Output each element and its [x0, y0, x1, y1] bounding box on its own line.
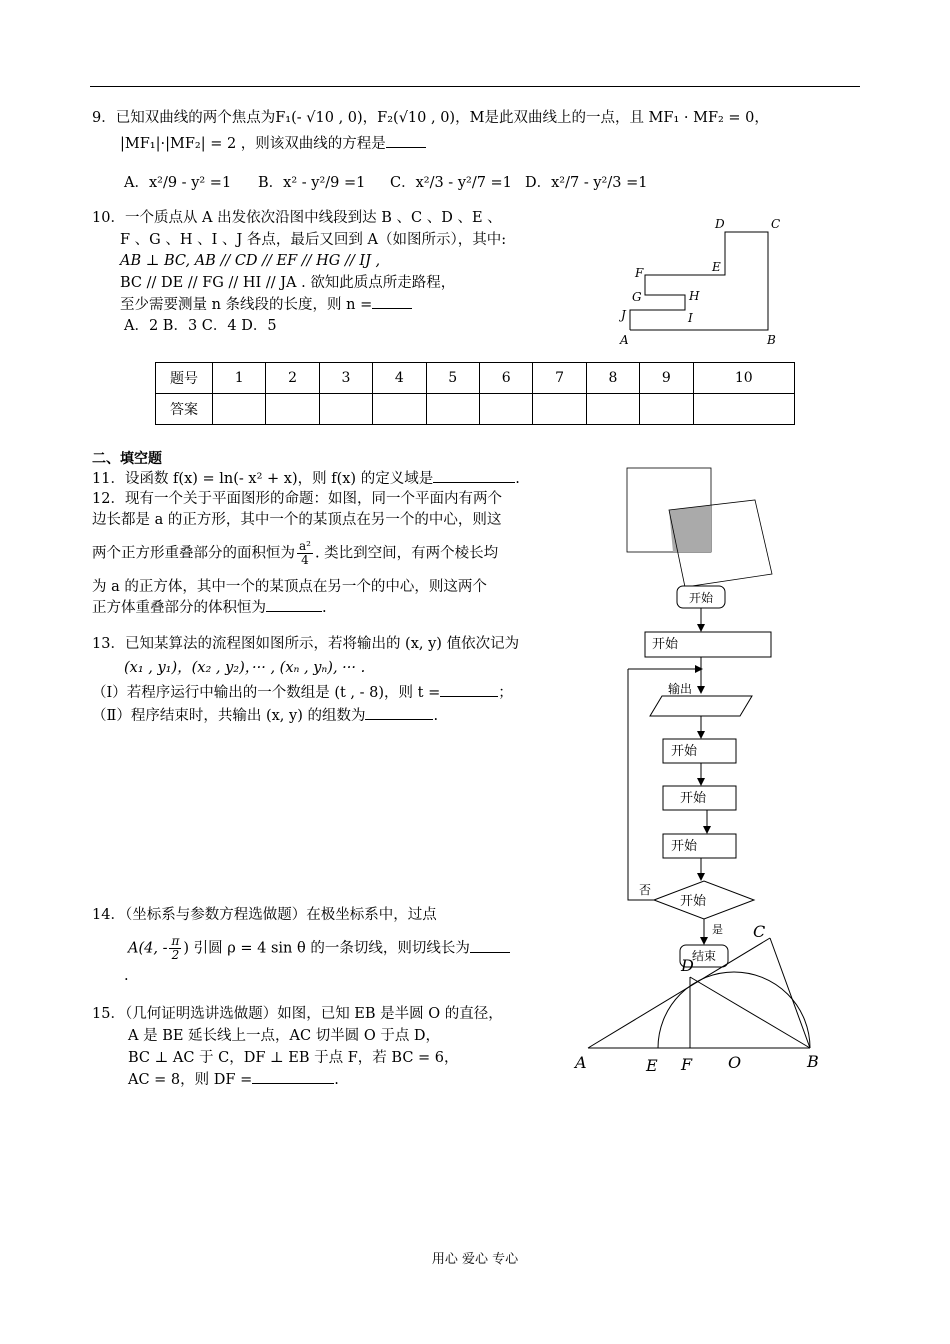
answer-table-number: 8 [586, 363, 639, 394]
flow-box1-label: 开始 [652, 637, 679, 652]
answer-table-number: 4 [373, 363, 426, 394]
q10-label-d: D [715, 217, 725, 231]
q12-line3-text-a: 两个正方形重叠部分的面积恒为 [92, 545, 295, 562]
q10-label-b: B [767, 333, 776, 347]
answer-cell[interactable] [426, 394, 479, 425]
q14-line2-text-a: A(4, - [128, 940, 168, 957]
q11-text: 11．设函数 f(x) = ln(- x² + x)，则 f(x) 的定义域是 [92, 471, 434, 487]
q9-answer-blank[interactable] [386, 147, 426, 148]
q12-frac-num: a² [299, 539, 311, 553]
q14-frac-num: π [171, 934, 180, 948]
q15-label-c: C [753, 922, 766, 941]
answer-cell[interactable] [373, 394, 426, 425]
q10-label-g: G [632, 290, 642, 304]
answer-table-number: 2 [266, 363, 319, 394]
q10-label-j: J [621, 308, 626, 322]
q12-answer-blank[interactable] [266, 611, 322, 612]
q12-line4: 为 a 的正方体，其中一个的某顶点在另一个的中心，则这两个 [92, 579, 487, 595]
answer-table-head-answer: 答案 [156, 394, 213, 425]
q15-line2: A 是 BE 延长线上一点，AC 切半圆 O 于点 D， [128, 1028, 441, 1044]
q10-line2: F 、G 、H 、I 、J 各点，最后又回到 A（如图所示），其中: [120, 232, 507, 248]
q15-line3: BC ⊥ AC 于 C，DF ⊥ EB 于点 F，若 BC = 6， [128, 1050, 459, 1066]
q13-line2: (x₁ , y₁)，(x₂ , y₂)，··· , (xₙ , yₙ), ··· . [124, 660, 366, 676]
q13-line4-text: （Ⅱ）程序结束时，共输出 (x, y) 的组数为 [92, 708, 366, 724]
q13-answer1-blank[interactable] [440, 696, 498, 697]
q14-fraction [169, 935, 181, 962]
answer-table [155, 362, 795, 425]
top-rule [90, 86, 860, 87]
q15-label-o: O [728, 1053, 742, 1072]
q10-path-figure [615, 215, 815, 350]
answer-cell[interactable] [266, 394, 319, 425]
q15-line4: AC = 8，则 DF = . [128, 1072, 339, 1088]
q12-frac-den: 4 [301, 553, 309, 567]
q10-label-e: E [712, 260, 721, 274]
flow-box4-label: 开始 [671, 839, 698, 854]
flowchart [620, 585, 800, 975]
q15-label-a: A [575, 1053, 587, 1072]
q11-line: 11．设函数 f(x) = ln(- x² + x)，则 f(x) 的定义域是 . [92, 471, 520, 487]
q15-label-b: B [807, 1052, 819, 1071]
q10-label-c: C [771, 217, 781, 231]
flow-output-shape [650, 696, 752, 716]
q9-line2 [120, 134, 426, 154]
section-heading-fill-in: 二、填空题 [92, 451, 162, 467]
flow-no-label: 否 [639, 883, 652, 897]
q12-line3 [92, 540, 498, 567]
answer-cell[interactable] [319, 394, 372, 425]
flow-decision-label: 开始 [680, 894, 707, 909]
q13-line3-text: （Ⅰ）若程序运行中输出的一个数组是 (t , - 8)，则 t = [92, 685, 441, 701]
answer-table-head-number: 题号 [156, 363, 213, 394]
flow-box3-label: 开始 [680, 791, 707, 806]
q10-answer-blank[interactable] [372, 308, 412, 309]
q10-line5 [120, 295, 412, 315]
q14-frac-den: 2 [171, 948, 180, 962]
q14-line1: 14．（坐标系与参数方程选做题）在极坐标系中，过点 [92, 907, 437, 923]
q14-line2 [128, 935, 510, 962]
q12-fraction [297, 540, 313, 567]
flow-start-label: 开始 [688, 591, 714, 605]
q10-line4: BC // DE // FG // HI // JA . 欲知此质点所走路程， [120, 275, 456, 291]
page-footer: 用心 爱心 专心 [431, 1252, 519, 1267]
answer-table-answer-row [156, 394, 795, 425]
q14-line3: . [124, 968, 129, 984]
q15-label-f: F [681, 1055, 693, 1074]
q13-line4: （Ⅱ）程序结束时，共输出 (x, y) 的组数为 . [92, 708, 439, 724]
q9-option-c: C．x²/3 - y²/7 =1 [390, 175, 512, 191]
flow-box2-label: 开始 [671, 744, 698, 759]
q10-line1: 10．一个质点从 A 出发依次沿图中线段到达 B 、C 、D 、E 、 [92, 210, 502, 226]
flow-yes-label: 是 [712, 923, 723, 936]
answer-cell[interactable] [640, 394, 693, 425]
answer-table-number-row [156, 363, 795, 394]
q10-label-h: H [689, 289, 700, 303]
q9-option-a: A．x²/9 - y² =1 [124, 175, 232, 191]
flow-output-text: 输出 [668, 682, 693, 696]
answer-cell[interactable] [533, 394, 586, 425]
answer-table-number: 6 [479, 363, 532, 394]
q10-label-a: A [620, 333, 629, 347]
answer-table-number: 1 [213, 363, 266, 394]
q13-line3: （Ⅰ）若程序运行中输出的一个数组是 (t , - 8)，则 t = ； [92, 685, 513, 701]
q12-line5-text: 正方体重叠部分的体积恒为 [92, 600, 266, 616]
answer-table-number: 5 [426, 363, 479, 394]
q15-label-e: E [646, 1056, 658, 1075]
flow-end-label: 结束 [691, 949, 717, 963]
q15-line1: 15．（几何证明选讲选做题）如图，已知 EB 是半圆 O 的直径， [92, 1006, 503, 1022]
q14-answer-blank[interactable] [470, 952, 510, 953]
q12-line5: 正方体重叠部分的体积恒为 . [92, 600, 327, 616]
answer-table-number: 7 [533, 363, 586, 394]
q12-line2: 边长都是 a 的正方形，其中一个的某顶点在另一个的中心，则这 [92, 512, 502, 528]
answer-cell[interactable] [213, 394, 266, 425]
q14-line2-text-b: ) 引圆 ρ = 4 sin θ 的一条切线，则切线长为 [183, 940, 470, 957]
answer-cell[interactable] [479, 394, 532, 425]
q15-semicircle-figure [570, 920, 830, 1080]
answer-table-number: 3 [319, 363, 372, 394]
answer-table-number: 9 [640, 363, 693, 394]
q13-line1: 13．已知某算法的流程图如图所示，若将输出的 (x, y) 值依次记为 [92, 636, 520, 652]
q10-label-i: I [688, 311, 693, 325]
q11-answer-blank[interactable] [433, 482, 515, 483]
answer-cell[interactable] [693, 394, 794, 425]
q9-line1: 9．已知双曲线的两个焦点为F₁(- √10 , 0)，F₂(√10 , 0)，M是此双曲线上的一点，且 MF₁ · MF₂ = 0， [92, 110, 769, 126]
q13-answer2-blank[interactable] [365, 719, 433, 720]
answer-table-number: 10 [693, 363, 794, 394]
q10-line3: AB ⊥ BC, AB // CD // EF // HG // IJ , [120, 253, 381, 269]
q15-answer-blank[interactable] [252, 1083, 334, 1084]
q9-line2-text: |MF₁|·|MF₂| = 2 ，则该双曲线的方程是 [120, 136, 386, 152]
q10-label-f: F [635, 266, 644, 280]
q9-option-b: B．x² - y²/9 =1 [258, 175, 366, 191]
q10-options: A．2 B．3 C．4 D．5 [124, 318, 277, 334]
q15-line4-text: AC = 8，则 DF = [128, 1072, 253, 1088]
q9-option-d: D．x²/7 - y²/3 =1 [525, 175, 648, 191]
q15-label-d: D [681, 956, 694, 975]
q12-line1: 12．现有一个关于平面图形的命题：如图，同一个平面内有两个 [92, 491, 502, 507]
q12-line3-text-b: . 类比到空间，有两个棱长均 [314, 545, 499, 562]
q10-line5-text: 至少需要测量 n 条线段的长度，则 n = [120, 297, 373, 313]
answer-cell[interactable] [586, 394, 639, 425]
